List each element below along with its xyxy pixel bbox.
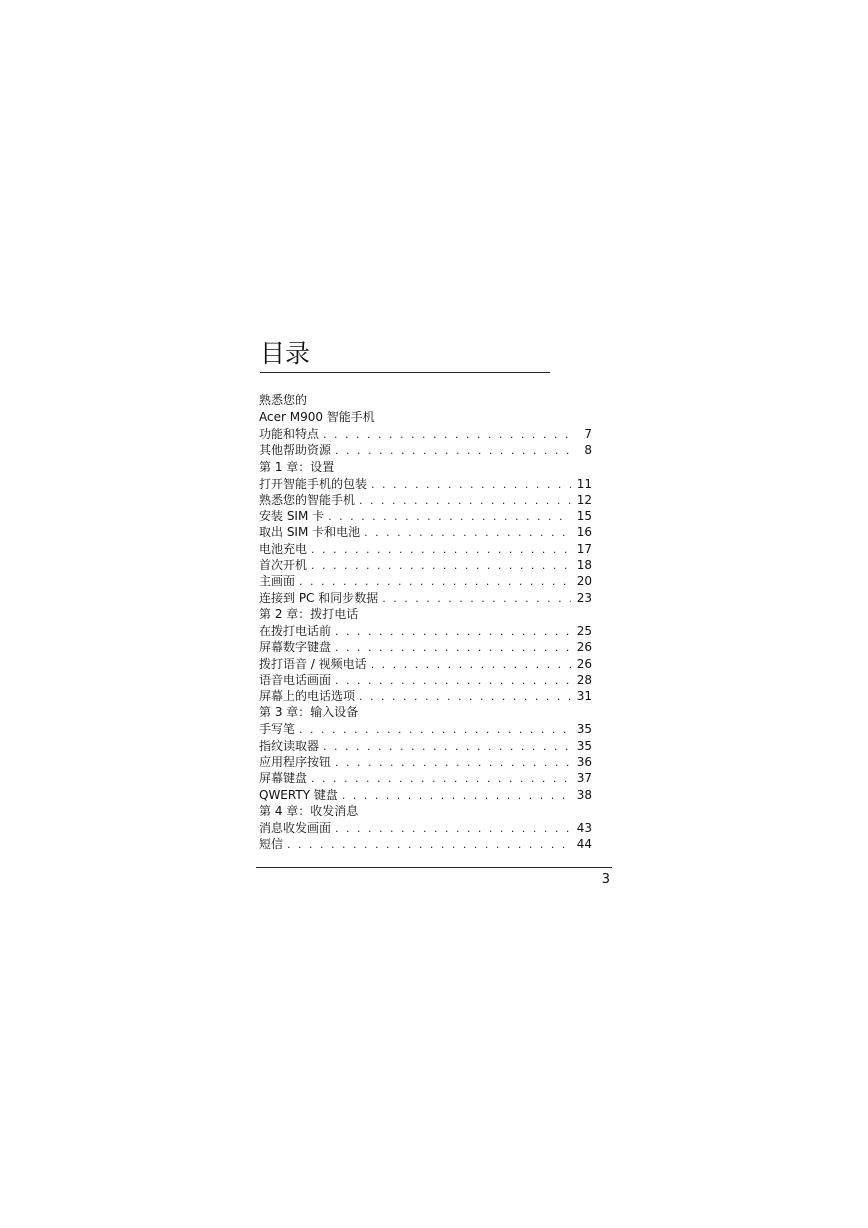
toc-entry-label: QWERTY 键盘 bbox=[259, 787, 338, 802]
dot-leader bbox=[359, 689, 571, 705]
toc-entry-label: 拨打语音 / 视频电话 bbox=[259, 656, 367, 671]
toc-entry-page: 15 bbox=[576, 509, 592, 524]
toc-entry[interactable] bbox=[259, 541, 592, 557]
toc-entry-page: 43 bbox=[576, 820, 592, 835]
toc-entry[interactable] bbox=[259, 442, 592, 458]
toc-entry[interactable] bbox=[259, 476, 592, 492]
section-heading: 第 3 章：输入设备 bbox=[259, 705, 359, 720]
toc-entry[interactable] bbox=[259, 754, 592, 770]
footer-rule bbox=[256, 867, 612, 868]
toc-entry-page: 31 bbox=[576, 689, 592, 704]
toc-entry[interactable] bbox=[259, 738, 592, 754]
toc-entry-page: 17 bbox=[576, 541, 592, 556]
toc-entry-page: 7 bbox=[584, 427, 592, 441]
toc-entry[interactable] bbox=[259, 492, 592, 508]
section-heading: 第 1 章：设置 bbox=[259, 459, 335, 474]
toc-entry[interactable] bbox=[259, 590, 592, 606]
toc-entry-label: 熟悉您的智能手机 bbox=[259, 492, 356, 507]
dot-leader bbox=[299, 722, 571, 738]
toc-entry[interactable] bbox=[259, 820, 592, 836]
toc-entry[interactable] bbox=[259, 426, 592, 442]
toc-entry[interactable] bbox=[259, 787, 592, 803]
toc-entry-page: 35 bbox=[576, 722, 592, 737]
toc-entry-label: 功能和特点 bbox=[259, 427, 320, 441]
toc-entry[interactable] bbox=[259, 836, 592, 852]
toc-entry-label: 安装 SIM 卡 bbox=[259, 509, 325, 524]
dot-leader bbox=[342, 788, 571, 804]
dot-leader bbox=[359, 493, 571, 509]
section-heading: Acer M900 智能手机 bbox=[259, 410, 375, 424]
dot-leader bbox=[371, 657, 571, 673]
toc-entry-label: 在拨打电话前 bbox=[259, 623, 332, 638]
toc-entry[interactable] bbox=[259, 688, 592, 704]
toc-entry[interactable] bbox=[259, 557, 592, 573]
toc-entry-label: 其他帮助资源 bbox=[259, 443, 332, 458]
dot-leader bbox=[311, 542, 571, 558]
dot-leader bbox=[335, 624, 571, 640]
toc-entry[interactable] bbox=[259, 672, 592, 688]
dot-leader bbox=[335, 755, 571, 771]
toc-entry-label: 取出 SIM 卡和电池 bbox=[259, 525, 361, 540]
toc-entry-page: 44 bbox=[576, 837, 592, 852]
section-heading: 第 4 章：收发消息 bbox=[259, 803, 359, 818]
toc-entry-label: 电池充电 bbox=[259, 541, 308, 556]
toc-entry-label: 连接到 PC 和同步数据 bbox=[259, 590, 379, 605]
toc-entry-label: 主画面 bbox=[259, 574, 296, 589]
toc-entry[interactable] bbox=[259, 573, 592, 589]
toc-entry-page: 8 bbox=[584, 443, 592, 458]
dot-leader bbox=[335, 640, 571, 656]
toc-entry-label: 屏幕数字键盘 bbox=[259, 640, 332, 655]
dot-leader bbox=[382, 591, 570, 607]
toc-entry-page: 16 bbox=[576, 525, 592, 540]
toc-entry-page: 20 bbox=[576, 574, 592, 589]
toc-entry-page: 35 bbox=[576, 738, 592, 753]
toc-entry-label: 屏幕上的电话选项 bbox=[259, 689, 356, 704]
toc-entry-page: 25 bbox=[576, 623, 592, 638]
toc-entry-page: 11 bbox=[576, 476, 592, 491]
section-heading: 第 2 章：拨打电话 bbox=[259, 606, 359, 621]
toc-entry-label: 打开智能手机的包装 bbox=[259, 476, 368, 491]
dot-leader bbox=[299, 574, 571, 590]
toc-title: 目录 bbox=[260, 338, 550, 373]
toc-entry-page: 36 bbox=[576, 755, 592, 770]
toc-entry-page: 23 bbox=[576, 590, 592, 605]
table-of-contents bbox=[259, 392, 592, 853]
toc-entry[interactable] bbox=[259, 508, 592, 524]
toc-entry-label: 短信 bbox=[259, 837, 284, 852]
toc-entry-page: 28 bbox=[576, 672, 592, 687]
dot-leader bbox=[371, 477, 571, 493]
toc-entry[interactable] bbox=[259, 639, 592, 655]
toc-entry-label: 手写笔 bbox=[259, 722, 296, 737]
dot-leader bbox=[323, 427, 574, 443]
dot-leader bbox=[335, 673, 571, 689]
toc-entry-label: 消息收发画面 bbox=[259, 820, 332, 835]
toc-entry-label: 屏幕键盘 bbox=[259, 771, 308, 786]
dot-leader bbox=[287, 837, 571, 853]
section-heading: 熟悉您的 bbox=[259, 393, 308, 407]
toc-entry-page: 26 bbox=[576, 640, 592, 655]
toc-entry-page: 37 bbox=[576, 771, 592, 786]
toc-entry[interactable] bbox=[259, 623, 592, 639]
dot-leader bbox=[311, 558, 571, 574]
toc-entry-page: 18 bbox=[576, 558, 592, 573]
toc-entry-label: 语音电话画面 bbox=[259, 672, 332, 687]
toc-entry-label: 首次开机 bbox=[259, 558, 308, 573]
toc-entry-label: 应用程序按钮 bbox=[259, 755, 332, 770]
dot-leader bbox=[311, 771, 571, 787]
toc-entry-label: 指纹读取器 bbox=[259, 738, 320, 753]
dot-leader bbox=[335, 821, 571, 837]
toc-entry[interactable] bbox=[259, 770, 592, 786]
toc-entry[interactable] bbox=[259, 656, 592, 672]
dot-leader bbox=[328, 509, 571, 525]
toc-entry-page: 12 bbox=[576, 492, 592, 507]
dot-leader bbox=[335, 443, 574, 459]
toc-entry-page: 26 bbox=[576, 656, 592, 671]
dot-leader bbox=[364, 525, 571, 541]
page-number: 3 bbox=[601, 872, 610, 887]
toc-entry[interactable] bbox=[259, 524, 592, 540]
dot-leader bbox=[323, 739, 571, 755]
toc-entry[interactable] bbox=[259, 721, 592, 737]
toc-entry-page: 38 bbox=[576, 787, 592, 802]
